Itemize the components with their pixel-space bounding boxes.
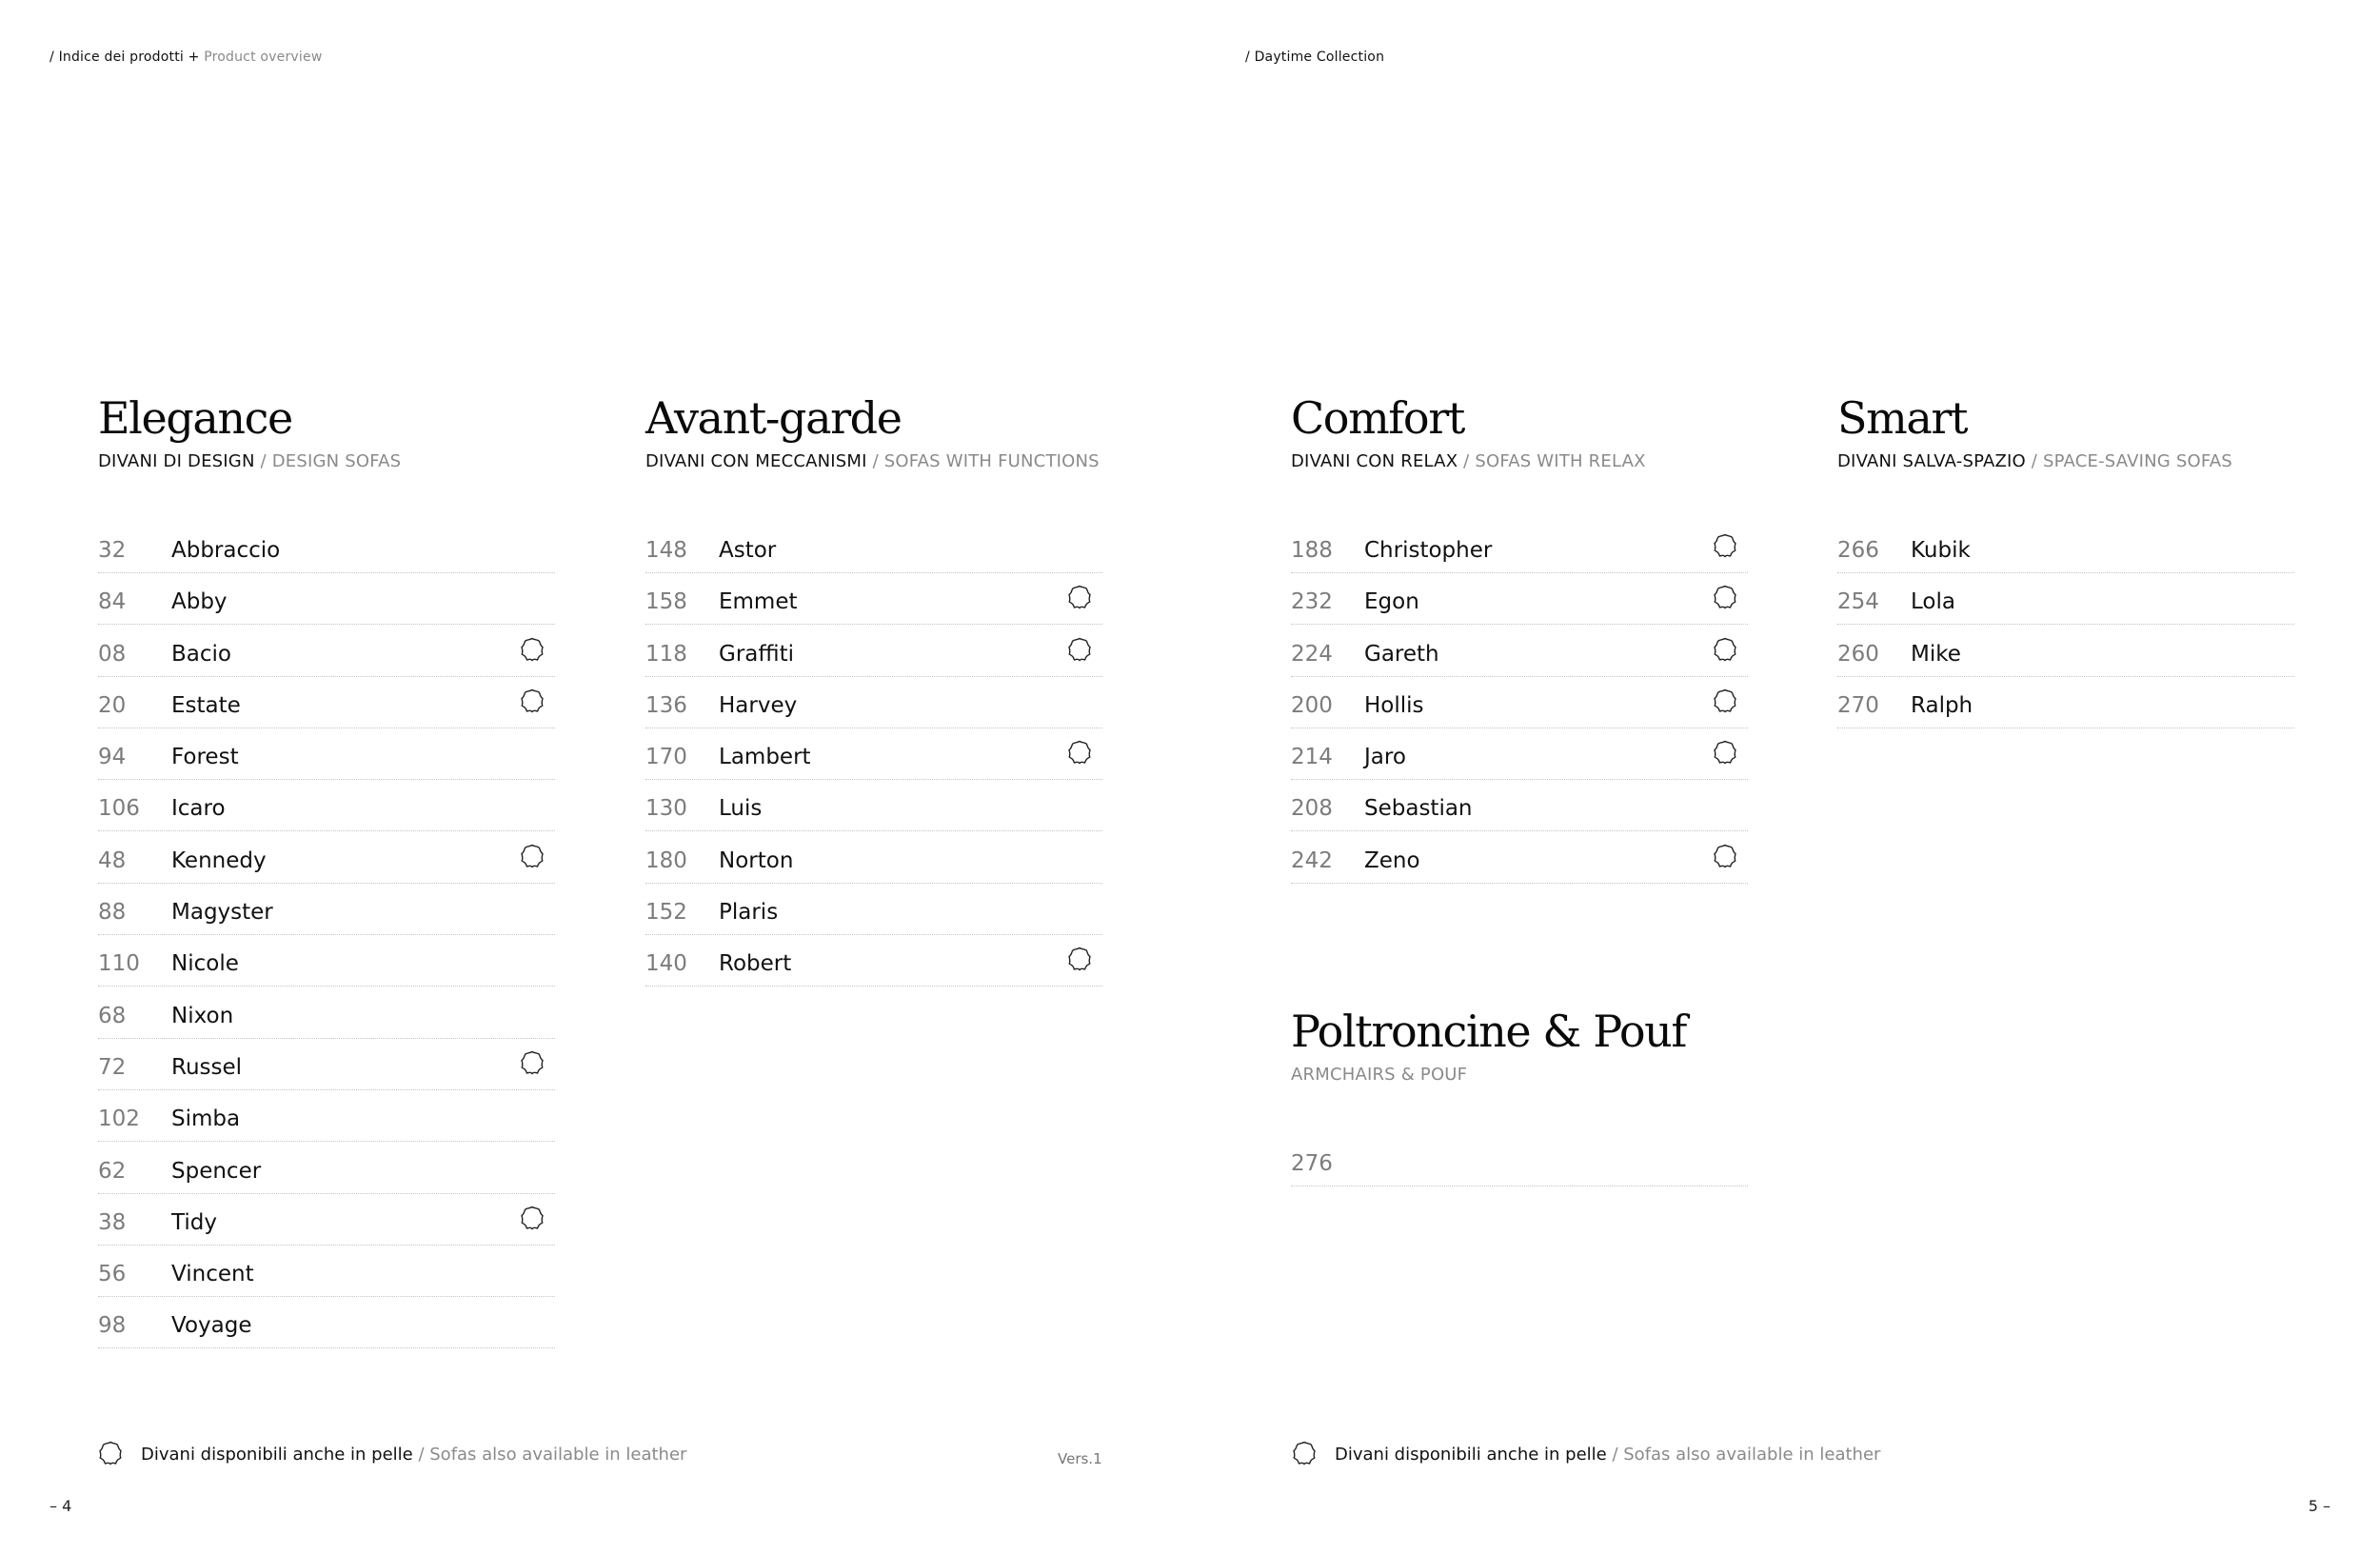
page-number-right: 5 –	[2308, 1497, 2330, 1515]
legend-text: Divani disponibili anche in pelle / Sofas also available in leather	[141, 1445, 687, 1465]
leather-hide-icon	[1066, 636, 1093, 663]
product-name: Simba	[171, 1106, 241, 1132]
leather-hide-icon	[519, 1049, 545, 1076]
product-name: Russel	[171, 1054, 243, 1080]
product-name: Hollis	[1364, 692, 1424, 718]
product-name: Forest	[171, 745, 239, 770]
dotted-rule	[98, 934, 555, 935]
list-item	[645, 943, 1102, 994]
dotted-rule	[98, 779, 555, 780]
product-name: Zeno	[1364, 847, 1420, 873]
section-title: Comfort	[1291, 392, 1464, 444]
dotted-rule	[645, 676, 1102, 677]
list-item	[98, 1202, 555, 1253]
list-item	[1291, 736, 1748, 787]
dotted-rule	[1837, 676, 2294, 677]
list-item	[1291, 685, 1748, 736]
dotted-rule	[1291, 883, 1748, 884]
section-title: Avant-garde	[645, 392, 902, 444]
page-ref-number: 254	[1837, 589, 1879, 615]
section-subtitle: DIVANI SALVA-SPAZIO / SPACE-SAVING SOFAS	[1837, 451, 2232, 471]
dotted-rule	[98, 1193, 555, 1194]
list-item	[98, 529, 555, 581]
page-ref-number: 32	[98, 538, 127, 563]
product-name: Abbraccio	[171, 538, 281, 563]
product-name: Plaris	[719, 900, 779, 926]
page-ref-number: 130	[645, 796, 687, 822]
leather-hide-icon	[1066, 946, 1093, 972]
dotted-rule	[1837, 572, 2294, 573]
product-name: Emmet	[719, 589, 798, 615]
page-ref-number: 88	[98, 900, 127, 926]
page-number-left: – 4	[50, 1497, 72, 1515]
leather-hide-icon	[1712, 636, 1738, 663]
product-name: Kubik	[1911, 538, 1971, 563]
page-ref-number: 276	[1291, 1151, 1333, 1176]
list-item	[645, 685, 1102, 736]
section-poltroncine-pouf	[1291, 1006, 1748, 1085]
product-name: Robert	[719, 951, 792, 977]
product-name: Egon	[1364, 589, 1419, 615]
page-ref-number: 20	[98, 692, 127, 718]
product-name: Tidy	[171, 1209, 217, 1235]
page-ref-number: 72	[98, 1054, 127, 1080]
product-name: Graffiti	[719, 641, 795, 667]
product-list-smart	[1837, 529, 2294, 736]
dotted-rule	[98, 1141, 555, 1142]
list-item	[98, 581, 555, 632]
page-ref-number: 158	[645, 589, 687, 615]
breadcrumb-right	[1245, 50, 1384, 65]
list-item	[98, 1047, 555, 1098]
page-ref-number: 224	[1291, 641, 1333, 667]
list-item	[98, 1253, 555, 1305]
page-ref-number: 208	[1291, 796, 1333, 822]
dotted-rule	[1291, 676, 1748, 677]
leather-hide-icon	[1712, 843, 1738, 869]
page-ref-number: 266	[1837, 538, 1879, 563]
section-title: Poltroncine & Pouf	[1291, 1006, 1687, 1057]
page-ref-number: 152	[645, 900, 687, 926]
product-name: Luis	[719, 796, 763, 822]
leather-hide-icon	[519, 843, 545, 869]
breadcrumb-left	[50, 50, 322, 65]
page-ref-number: 08	[98, 641, 127, 667]
section-comfort	[1291, 392, 1748, 471]
product-list-avant-garde	[645, 529, 1102, 995]
product-name: Voyage	[171, 1313, 252, 1339]
dotted-rule	[645, 830, 1102, 831]
product-list-poltroncine-pouf	[1291, 1143, 1748, 1194]
product-name: Vincent	[171, 1262, 254, 1287]
collection-title: / Daytime Collection	[1245, 50, 1385, 65]
leather-hide-icon	[519, 1205, 545, 1231]
product-name: Lola	[1911, 589, 1955, 615]
leather-hide-icon	[519, 636, 545, 663]
product-name: Spencer	[171, 1158, 262, 1184]
page-ref-number: 270	[1837, 692, 1879, 718]
dotted-rule	[645, 986, 1102, 987]
list-item	[98, 633, 555, 685]
leather-hide-icon	[97, 1440, 124, 1466]
dotted-rule	[98, 1089, 555, 1090]
dotted-rule	[1291, 830, 1748, 831]
list-item	[98, 736, 555, 787]
page-ref-number: 118	[645, 641, 687, 667]
list-item	[98, 685, 555, 736]
page-ref-number: 232	[1291, 589, 1333, 615]
page-ref-number: 170	[645, 745, 687, 770]
dotted-rule	[645, 934, 1102, 935]
dotted-rule	[1291, 779, 1748, 780]
list-item	[98, 995, 555, 1047]
dotted-rule	[645, 624, 1102, 625]
product-name: Estate	[171, 692, 241, 718]
section-avant-garde	[645, 392, 1102, 471]
page-ref-number: 62	[98, 1158, 127, 1184]
page-ref-number: 260	[1837, 641, 1879, 667]
dotted-rule	[645, 883, 1102, 884]
list-item	[1291, 1143, 1748, 1194]
product-name: Sebastian	[1364, 796, 1473, 822]
dotted-rule	[98, 883, 555, 884]
dotted-rule	[1291, 572, 1748, 573]
page-ref-number: 242	[1291, 847, 1333, 873]
section-elegance	[98, 392, 555, 471]
page-ref-number: 38	[98, 1209, 127, 1235]
list-item	[1837, 581, 2294, 632]
list-item	[645, 529, 1102, 581]
product-list-comfort	[1291, 529, 1748, 891]
list-item	[645, 840, 1102, 891]
product-name: Gareth	[1364, 641, 1439, 667]
leather-hide-icon	[1712, 584, 1738, 610]
dotted-rule	[98, 1347, 555, 1348]
page-ref-number: 98	[98, 1313, 127, 1339]
leather-hide-icon	[1712, 688, 1738, 714]
leather-hide-icon	[1066, 584, 1093, 610]
page-ref-number: 200	[1291, 692, 1333, 718]
section-subtitle: ARMCHAIRS & POUF	[1291, 1065, 1468, 1085]
list-item	[98, 1150, 555, 1202]
leather-hide-icon	[1291, 1440, 1318, 1466]
product-name: Lambert	[719, 745, 811, 770]
product-name: Christopher	[1364, 538, 1493, 563]
dotted-rule	[98, 624, 555, 625]
dotted-rule	[98, 1296, 555, 1297]
section-title: Smart	[1837, 392, 1968, 444]
page-ref-number: 106	[98, 796, 140, 822]
page-ref-number: 140	[645, 951, 687, 977]
dotted-rule	[98, 676, 555, 677]
page-ref-number: 180	[645, 847, 687, 873]
dotted-rule	[98, 830, 555, 831]
product-name: Harvey	[719, 692, 798, 718]
section-subtitle: DIVANI CON RELAX / SOFAS WITH RELAX	[1291, 451, 1646, 471]
product-name: Nicole	[171, 951, 239, 977]
list-item	[98, 891, 555, 943]
breadcrumb-title: / Indice dei prodotti	[50, 50, 184, 65]
dotted-rule	[98, 1245, 555, 1246]
page-ref-number: 136	[645, 692, 687, 718]
dotted-rule	[1837, 624, 2294, 625]
section-subtitle: DIVANI CON MECCANISMI / SOFAS WITH FUNCTIONS	[645, 451, 1100, 471]
list-item	[645, 787, 1102, 839]
list-item	[98, 943, 555, 994]
product-list-elegance	[98, 529, 555, 1357]
product-name: Mike	[1911, 641, 1961, 667]
product-name: Astor	[719, 538, 777, 563]
breadcrumb-separator: +	[183, 50, 205, 65]
section-title: Elegance	[98, 392, 292, 444]
leather-hide-icon	[1712, 739, 1738, 766]
dotted-rule	[645, 572, 1102, 573]
list-item	[98, 1098, 555, 1149]
product-name: Nixon	[171, 1003, 234, 1028]
list-item	[1837, 685, 2294, 736]
list-item	[645, 891, 1102, 943]
list-item	[98, 1305, 555, 1356]
list-item	[645, 633, 1102, 685]
list-item	[1291, 633, 1748, 685]
breadcrumb-subtitle: Product overview	[204, 50, 323, 65]
list-item	[98, 787, 555, 839]
leather-hide-icon	[1712, 532, 1738, 559]
product-name: Abby	[171, 589, 228, 615]
product-name: Kennedy	[171, 847, 267, 873]
leather-hide-icon	[519, 688, 545, 714]
product-name: Norton	[719, 847, 794, 873]
page-ref-number: 102	[98, 1106, 140, 1132]
page-ref-number: 68	[98, 1003, 127, 1028]
page-ref-number: 84	[98, 589, 127, 615]
page-ref-number: 110	[98, 951, 140, 977]
page-ref-number: 148	[645, 538, 687, 563]
dotted-rule	[1291, 624, 1748, 625]
page-ref-number: 188	[1291, 538, 1333, 563]
page-ref-number: 214	[1291, 745, 1333, 770]
list-item	[1291, 529, 1748, 581]
product-name: Bacio	[171, 641, 231, 667]
product-name: Ralph	[1911, 692, 1973, 718]
list-item	[98, 840, 555, 891]
section-subtitle: DIVANI DI DESIGN / DESIGN SOFAS	[98, 451, 402, 471]
section-smart	[1837, 392, 2294, 471]
product-name: Icaro	[171, 796, 226, 822]
version-label: Vers.1	[1058, 1450, 1102, 1467]
dotted-rule	[98, 1038, 555, 1039]
legend-text: Divani disponibili anche in pelle / Sofas also available in leather	[1335, 1445, 1881, 1465]
dotted-rule	[98, 986, 555, 987]
page-ref-number: 94	[98, 745, 127, 770]
list-item	[1291, 581, 1748, 632]
product-name: Jaro	[1364, 745, 1406, 770]
list-item	[1291, 787, 1748, 839]
leather-hide-icon	[1066, 739, 1093, 766]
list-item	[1291, 840, 1748, 891]
page-ref-number: 48	[98, 847, 127, 873]
list-item	[1837, 529, 2294, 581]
list-item	[645, 736, 1102, 787]
dotted-rule	[98, 572, 555, 573]
list-item	[645, 581, 1102, 632]
page-ref-number: 56	[98, 1262, 127, 1287]
list-item	[1837, 633, 2294, 685]
dotted-rule	[645, 779, 1102, 780]
product-name: Magyster	[171, 900, 273, 926]
